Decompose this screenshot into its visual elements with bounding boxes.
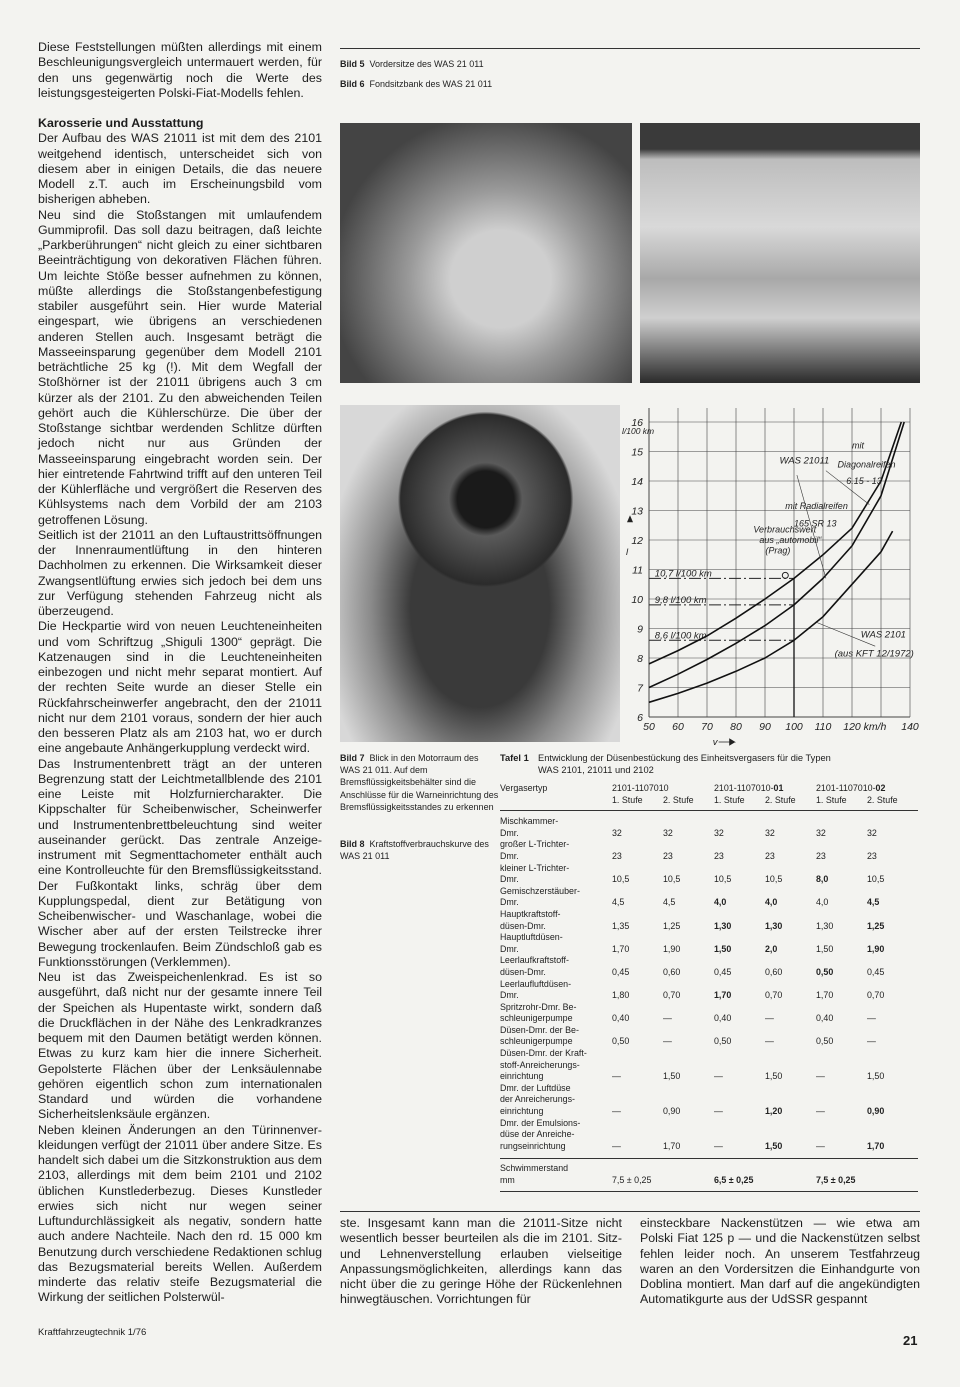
x-tick-label: 90: [759, 721, 771, 733]
row-label: [500, 1118, 612, 1153]
photo-engine-bay: [340, 405, 620, 742]
table-cell: 0,70: [765, 990, 783, 1001]
table-cell: —: [612, 1106, 621, 1117]
table-cell: 4,0: [714, 897, 727, 908]
row-label-line: düsen-Dmr.: [500, 920, 546, 931]
header-type: [612, 783, 714, 795]
row-label: [500, 909, 612, 932]
table-cell: 1,70: [867, 1140, 885, 1151]
fuel-consumption-chart: [620, 400, 930, 750]
table-label: Tafel 1: [500, 753, 529, 763]
caption-label: Bild 5: [340, 59, 365, 69]
caption-text: Fondsitzbank des WAS 21 011: [369, 79, 493, 89]
annotation-was21011: WAS 21011: [779, 455, 830, 467]
table-cell: —: [765, 1013, 774, 1024]
annotation-radial: 165 SR 13: [794, 518, 837, 529]
caption-text: Blick in den Motorraum des WAS 21 011. Auf dem Bremsflüssigkeitsbehälter sind die Anschlüsse für die Warneinrichtung des Bremsflüssigkeitsstandes zu erkennen: [340, 753, 499, 812]
row-label-line: Dmr.: [500, 897, 519, 908]
row-label-line: Dmr.: [500, 827, 519, 838]
journal-footer: Kraftfahrzeugtechnik 1/76: [38, 1327, 147, 1338]
header-stage: 2. Stufe: [765, 794, 796, 805]
table-row: [500, 1048, 918, 1083]
x-tick-label: 50: [643, 721, 655, 733]
row-label-line: düsen-Dmr.: [500, 966, 546, 977]
table-cell: 7,5 ± 0,25: [612, 1175, 652, 1185]
table-row: [500, 909, 918, 932]
table-row: [500, 863, 918, 886]
caption-label: Bild 6: [340, 79, 365, 89]
type-base: 2101-1107010: [612, 783, 669, 793]
table-cell: —: [816, 1106, 825, 1117]
row-label-line: Leerlaufkraftstoff-: [500, 955, 569, 966]
table-cell: 32: [765, 827, 775, 838]
y-tick-label: 14: [631, 476, 643, 488]
annotation-was2101: WAS 2101: [860, 629, 906, 641]
table-cell: 1,20: [765, 1106, 783, 1117]
y-axis-label: l: [626, 546, 629, 558]
table-cell: —: [867, 1036, 876, 1047]
table-cell: 0,50: [714, 1036, 732, 1047]
y-tick-label: 6: [637, 712, 643, 724]
header-stage: 1. Stufe: [714, 794, 745, 805]
annotation-was2101: (aus KFT 12/1972): [834, 648, 914, 660]
y-tick-label: 11: [632, 564, 643, 577]
x-axis-label: v: [712, 737, 718, 748]
body-paragraph: Der Aufbau des WAS 21011 ist mit dem des 2101 weitgehend identisch, unterscheidet sich von diesem aber in einigen Details, die das neuere Modell z.T. auch im Erscheinungsbild vom bisherigen abheben.: [38, 131, 322, 207]
photo-rear-bench: [640, 123, 920, 383]
row-label: [500, 839, 612, 862]
row-label-line: mm: [500, 1175, 515, 1185]
page-number: 21: [903, 1333, 918, 1348]
table-cell: 1,50: [714, 943, 732, 954]
table-cell: 1,90: [867, 943, 885, 954]
header-stage: 2. Stufe: [867, 794, 898, 805]
section-heading: Karosserie und Ausstattung: [38, 116, 204, 130]
caption-bild8: [340, 838, 500, 862]
table-title: [500, 752, 920, 776]
table-cell: 1,30: [714, 920, 732, 931]
type-suffix: 02: [875, 783, 886, 793]
row-label: [500, 1025, 612, 1048]
table-cell: 2,0: [765, 943, 778, 954]
divider: [340, 1211, 920, 1212]
table-cell: 0,40: [816, 1013, 834, 1024]
table-cell: 32: [714, 827, 724, 838]
table-row: [500, 886, 918, 909]
table-cell: 10,5: [663, 874, 681, 885]
row-label-line: düse der Anreiche-: [500, 1129, 575, 1140]
table-cell: 0,60: [663, 966, 681, 977]
carburetor-table: [500, 783, 918, 1192]
body-paragraph: Das Instrumentenbrett trägt an der unteren Begrenzung statt der Leichtmetallblende des 2101 eine Leiste mit Holzfurniercharakter. Die Kippschalter für Scheibenwischer, Scheinwerfer und Instrumentenbrettbeleuchtung sind weiter auseinander gerückt. Das zentrale Anzeigeinstrument mit Segmenttachometer enthält auch eine Kontrolleuchte für den Bremsflüssigkeitsstand. Der Fußkontakt links, schräg über dem Kupplungspedal, dient zur Betätigung von Scheibenwischer- und Waschanlage, wobei die Wischer aber auf der ersten Teilstrecke ihrer Bewegung trockenlaufen. Beim Zündschloß gab es Funktionsstörungen (Verklemmen).: [38, 756, 322, 969]
table-cell: —: [714, 1071, 723, 1082]
x-tick-label: 100: [785, 721, 803, 733]
reference-label: 9,8 l/100 km: [654, 594, 707, 606]
table-cell: 4,0: [765, 897, 778, 908]
table-row: [500, 1025, 918, 1048]
point-annotation: (Prag): [765, 545, 791, 556]
table-cell: 1,50: [867, 1071, 885, 1082]
table-cell: 1,50: [816, 943, 834, 954]
table-row-float: [500, 1163, 918, 1191]
table-cell: 4,5: [663, 897, 676, 908]
table-header-row: [500, 783, 918, 795]
table-cell: —: [816, 1071, 825, 1082]
type-base: 2101-1107010-: [816, 783, 876, 793]
table-cell: —: [867, 1013, 876, 1024]
header-type: [714, 783, 816, 795]
x-tick-label: 120: [843, 721, 861, 733]
row-label-line: schleunigerpumpe: [500, 1036, 573, 1047]
row-label-line: Hauptluftdüsen-: [500, 932, 563, 943]
table-row: [500, 1002, 918, 1025]
row-label-line: Dmr.: [500, 850, 519, 861]
body-paragraph: ste. Insgesamt kann man die 21011-Sitze nicht wesentlich besser beurteilen als die im 2101. Sitz- und Lehnenverstellung erlauben vielseitige Anpassungsmöglichkeiten, allerdings kann das nicht über die zu geringe Höhe der Rückenlehnen hinwegtäuschen. Vorrichtungen für: [340, 1216, 622, 1307]
body-paragraph: Neu sind die Stoßstangen mit umlaufendem Gummiprofil. Das soll dazu beitragen, daß leichte „Parkberührungen“ nicht gleich zu einer sichtbaren Beeinträchtigung von dekorativen Flächen führen. Um leichte Stöße besser aufnehmen zu können, müßte allerdings die Stoßstangenbefestigung stabiler ausgeführt sein. Hier wurde Material eingespart, wie übrigens an verschiedenen anderen Stellen auch. Insgesamt beträgt die Masseeinsparung gegenüber dem Modell 2101 beträchtliche 25 kg (!). Mit dem Wegfall der Stoßhörner ist der 21011 übrigens auch 3 cm kürzer als der 2101. Zu den abweichenden Teilen gehört auch die Kühlerschürze. Die über der Stoßstange sichtbar werdenden Schlitze dürften jedoch nicht nur aus Gründen der Masseeinsparung eingebracht worden sein. Der hier eintretende Fahrtwind trifft auf den unteren Teil der Kühlerfläche und vergrößert die Reserven des Kühlsystems nach dem Vorbild der am 2103 getroffenen Lösung.: [38, 207, 322, 527]
y-tick-label: 8: [637, 653, 643, 665]
type-base: 2101-1107010-: [714, 783, 774, 793]
table-row: [500, 979, 918, 1002]
caption-label: Bild 7: [340, 753, 365, 763]
intro-paragraph: Diese Feststellungen müßten allerdings mit einem Beschleunigungsvergleich untermauert werden, für den uns gegenwärtig noch die Werte des leistungsgesteigerten Polski-Fiat-Modells fehlen.: [38, 40, 322, 100]
point-annotation: aus „automobil“: [759, 535, 822, 546]
table-cell: 23: [612, 850, 622, 861]
bottom-column-2: [340, 1216, 622, 1308]
y-unit-label: l/100 km: [622, 425, 655, 436]
table-cell: —: [714, 1106, 723, 1117]
y-tick-label: 12: [631, 535, 643, 547]
row-label-line: Leerlaufluftdüsen-: [500, 978, 572, 989]
bottom-column-3: [640, 1216, 920, 1308]
type-suffix: 01: [773, 783, 784, 793]
table-cell: 32: [816, 827, 826, 838]
header-type: [816, 783, 918, 795]
table-cell: 0,60: [765, 966, 783, 977]
table-cell: 1,70: [816, 990, 834, 1001]
row-label-line: einrichtung: [500, 1071, 544, 1082]
table-cell: 4,5: [612, 897, 625, 908]
table-cell: 23: [765, 850, 775, 861]
table-cell: 8,0: [816, 874, 829, 885]
annotation-diagonal: Diagonalreifen: [837, 459, 896, 470]
table-row: [500, 816, 918, 839]
table-cell: 1,30: [765, 920, 783, 931]
table-cell: 4,5: [867, 897, 880, 908]
data-point-marker: [782, 572, 788, 578]
divider: [340, 48, 920, 49]
table-cell: 1,25: [867, 920, 885, 931]
table-cell: 0,40: [714, 1013, 732, 1024]
table-cell: 0,50: [816, 1036, 834, 1047]
row-label: [500, 955, 612, 978]
table-cell: 10,5: [612, 874, 630, 885]
table-cell: 0,90: [867, 1106, 885, 1117]
table-cell: 0,70: [663, 990, 681, 1001]
table-cell: 0,70: [867, 990, 885, 1001]
y-tick-label: 10: [631, 594, 643, 606]
left-column: [38, 40, 322, 1306]
caption-bild6: [340, 78, 492, 90]
row-label: [500, 979, 612, 1002]
table-cell: 0,50: [816, 966, 834, 977]
row-label-line: rungseinrichtung: [500, 1140, 566, 1151]
row-label-line: einrichtung: [500, 1106, 544, 1117]
caption-text: Kraftstoffverbrauchskurve des WAS 21 011: [340, 839, 489, 862]
y-tick-label: 9: [637, 623, 643, 636]
y-tick-label: 15: [631, 446, 643, 459]
table-header-row: [500, 795, 918, 811]
row-label-line: Mischkammer-: [500, 816, 559, 827]
table-cell: 1,30: [816, 920, 834, 931]
annotation-radial: mit Radialreifen: [785, 501, 848, 512]
table-cell: 10,5: [765, 874, 783, 885]
table-cell: 10,5: [714, 874, 732, 885]
table-cell: 1,25: [663, 920, 681, 931]
caption-label: Bild 8: [340, 839, 365, 849]
row-label-line: Dmr.: [500, 943, 519, 954]
table-cell: 0,45: [867, 966, 885, 977]
table-cell: 1,70: [714, 990, 732, 1001]
table-cell: 0,50: [612, 1036, 630, 1047]
annotation-diagonal: 6.15 - 13: [846, 475, 882, 486]
table-title-line: Entwicklung der Düsenbestückung des Einheitsvergasers für die Typen: [538, 753, 831, 763]
table-cell: 1,50: [765, 1140, 783, 1151]
table-cell: 23: [816, 850, 826, 861]
table-cell: —: [663, 1013, 672, 1024]
row-label-line: Hauptkraftstoff-: [500, 908, 561, 919]
body-paragraph: Seitlich ist der 21011 an den Luftaustrittsöffnungen der Innenraumentlüftung in den hinteren Dachholmen zu erkennen. Die Wirksamkeit dieser Zwangsentlüftung erwies sich jedoch bei dem uns zur Verfügung stehenden Fahrzeug nicht als überzeugend.: [38, 527, 322, 618]
row-label-line: schleunigerpumpe: [500, 1013, 573, 1024]
table-cell: 1,70: [612, 943, 630, 954]
row-label-line: Dmr.: [500, 990, 519, 1001]
x-tick-label: 110: [814, 721, 832, 733]
table-title-line: WAS 2101, 21011 und 2102: [538, 765, 654, 775]
table-cell: 32: [612, 827, 622, 838]
series-line-2: [649, 531, 893, 702]
table-cell: 1,90: [663, 943, 681, 954]
table-cell: 1,35: [612, 920, 630, 931]
caption-bild7: [340, 752, 500, 813]
table-cell: 0,90: [663, 1106, 681, 1117]
table-cell: 23: [663, 850, 673, 861]
photo-front-seats: [340, 123, 632, 383]
body-paragraph: Neu ist das Zweispeichenlenkrad. Es ist so ausgeführt, daß nicht nur der gesamte innere Teil der Speichen als Hupentaste wirkt, sondern daß die Druckflächen in der Nähe des Lenkradkranzes bequem mit den Daumen betätigt werden können. Etwas zu kurz kam hier die innere Sicherheit. Gepolsterte Flächen über der Lenksäulennabe gehören eigentlich schon zum internationalen Standard und würden die vorhandene Sicherheitslenksäule ergänzen.: [38, 970, 322, 1122]
row-label: [500, 1002, 612, 1025]
table-cell: —: [714, 1140, 723, 1151]
row-label-line: stoff-Anreicherungs-: [500, 1059, 580, 1070]
row-label-line: Düsen-Dmr. der Kraft-: [500, 1048, 587, 1059]
header-stage: 2. Stufe: [663, 794, 694, 805]
table-cell: 23: [867, 850, 877, 861]
table-cell: 23: [714, 850, 724, 861]
header-label: Vergasertyp: [500, 783, 548, 793]
table-cell: 0,45: [612, 966, 630, 977]
table-cell: 1,80: [612, 990, 630, 1001]
row-label: [500, 863, 612, 886]
y-tick-label: 7: [637, 682, 643, 695]
x-tick-label: 140: [901, 721, 919, 733]
row-label: [500, 816, 612, 839]
x-tick-label: 80: [730, 721, 742, 733]
table-cell: —: [765, 1036, 774, 1047]
table-cell: 6,5 ± 0,25: [714, 1175, 754, 1185]
row-label-line: Dmr.: [500, 874, 519, 885]
body-paragraph: einsteckbare Nackenstützen — wie etwa am Polski Fiat 125 p — und die Nackenstützen selbst fehlen leider noch. An unserem Testfahrzeug waren an den Vordersitzen die Einhandgurte von Doblina montiert. Man darf auf die angekündigten Automatikgurte aus der UdSSR gespannt: [640, 1216, 920, 1307]
body-paragraph: Die Heckpartie wird von neuen Leuchteneinheiten und vom Schriftzug „Shiguli 1300“ geprägt. Die Katzenaugen sind in die Leuchteneinheiten einbezogen und nicht mehr separat montiert. Auf der rechten Seite wurde an dieser Stelle ein Rückfahrscheinwerfer angebracht, den der 21011 nicht nur dem 2101 voraus, sondern der hier auch den besseren Platz als am 2103 hat, wo er durch eine angebaute Anhängerkupplung verdeckt wird.: [38, 619, 322, 756]
header-stage: 1. Stufe: [816, 794, 847, 805]
row-label: [500, 932, 612, 955]
table-cell: 4,0: [816, 897, 829, 908]
table-cell: 32: [663, 827, 673, 838]
caption-text: Vordersitze des WAS 21 011: [369, 59, 484, 69]
x-tick-label: 60: [672, 721, 684, 733]
row-label: [500, 1083, 612, 1118]
caption-bild5: [340, 58, 484, 70]
table-cell: 1,70: [663, 1140, 681, 1151]
point-annotation: Verbrauchswert: [753, 524, 817, 535]
x-axis-arrow-icon: [719, 739, 735, 745]
x-tick-label: 70: [701, 721, 713, 733]
table-cell: 0,40: [612, 1013, 630, 1024]
annotation-diagonal: mit: [852, 440, 864, 451]
table-cell: 1,50: [663, 1071, 681, 1082]
table-row: [500, 1118, 918, 1153]
table-cell: —: [816, 1140, 825, 1151]
table-row: [500, 1083, 918, 1118]
row-label-line: Schwimmerstand: [500, 1163, 569, 1174]
row-label-line: großer L-Trichter-: [500, 839, 570, 850]
table-cell: 10,5: [867, 874, 885, 885]
x-tick-label: km/h: [863, 721, 887, 733]
row-label-line: kleiner L-Trichter-: [500, 862, 570, 873]
row-label: [500, 1048, 612, 1083]
row-label: [500, 1163, 612, 1191]
reference-label: 8,6 l/100 km: [654, 630, 707, 642]
row-label-line: Dmr. der Emulsions-: [500, 1117, 581, 1128]
table-row: [500, 839, 918, 862]
row-label-line: der Anreicherungs-: [500, 1094, 575, 1105]
table-cell: 1,50: [765, 1071, 783, 1082]
row-label-line: Düsen-Dmr. der Be-: [500, 1024, 579, 1035]
table-row: [500, 955, 918, 978]
table-cell: —: [612, 1140, 621, 1151]
y-tick-label: 16: [631, 417, 643, 429]
y-tick-label: 13: [631, 505, 643, 518]
table-cell: 0,45: [714, 966, 732, 977]
header-stage: 1. Stufe: [612, 794, 643, 805]
table-row: [500, 932, 918, 955]
table-cell: —: [663, 1036, 672, 1047]
table-cell: 7,5 ± 0,25: [816, 1175, 856, 1185]
row-label-line: Spritzrohr-Dmr. Be-: [500, 1001, 577, 1012]
reference-label: 10,7 l/100 km: [654, 568, 712, 580]
body-paragraph: Neben kleinen Änderungen an den Türinnenverkleidungen verfügt der 21011 über andere Sitze. Es handelt sich dabei um die Sitzkonstruktion aus dem 2103, allerdings mit dem beim 2101 und 2102 üblichen Kunstlederbezug. Dieses Kunstleder erwies sich nicht nur wegen seiner Luftundurchlässigkeit als negativ, sondern hatte auch andere Nachteile. Nach den rd. 15 000 km Benutzung durch verschiedene Redaktionen schlug das Bezugsmaterial bereits Wellen. Außerdem minderte das relativ steife Bezugsmaterial die Wirkung der seitlichen Polsterwül-: [38, 1122, 322, 1305]
table-cell: —: [612, 1071, 621, 1082]
table-cell: 32: [867, 827, 877, 838]
row-label-line: Dmr. der Luftdüse: [500, 1082, 571, 1093]
row-label-line: Gemischzerstäuber-: [500, 885, 580, 896]
row-label: [500, 886, 612, 909]
